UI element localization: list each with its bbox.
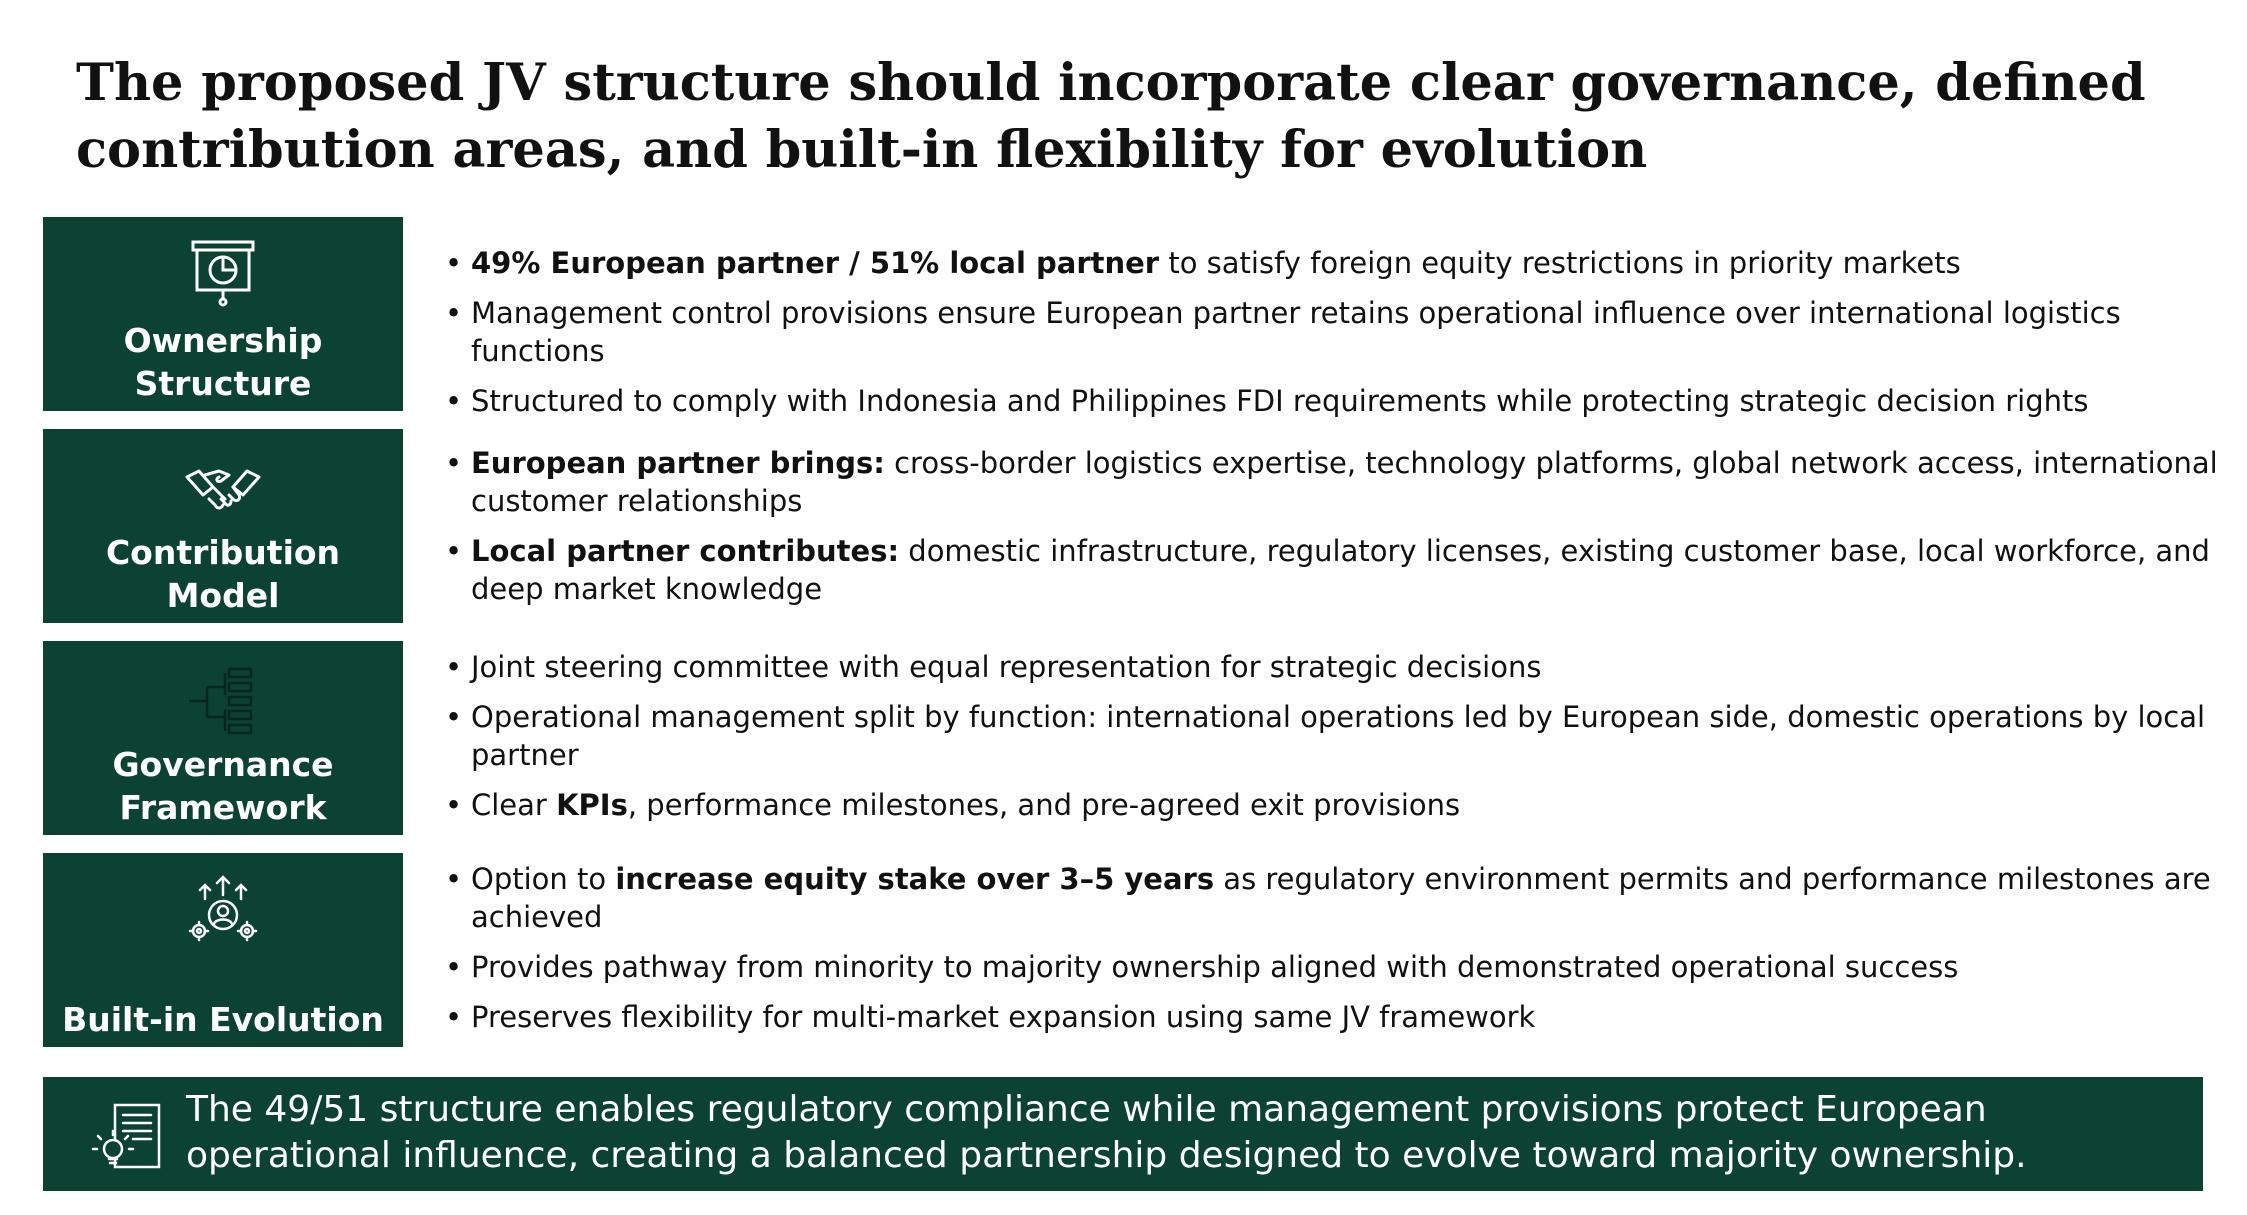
bullet-item: • Structured to comply with Indonesia and Philippines FDI requirements while protecting strategic decision rights <box>443 382 2243 420</box>
hierarchy-tree-icon <box>183 661 263 741</box>
bullet-item: • Provides pathway from minority to majority ownership aligned with demonstrated operational success <box>443 948 2243 986</box>
label-box-governance <box>43 641 403 835</box>
bullet-list <box>443 244 2243 432</box>
summary-banner <box>43 1077 2203 1191</box>
summary-text: The 49/51 structure enables regulatory compliance while management provisions protect European operational influence, creating a balanced partnership designed to evolve toward majority ownership. <box>186 1089 2027 1176</box>
growth-person-gears-icon <box>183 873 263 953</box>
handshake-icon <box>183 449 263 529</box>
row-label: Contribution Model <box>105 533 341 615</box>
label-box-contribution <box>43 429 403 623</box>
bullet-item: • Joint steering committee with equal representation for strategic decisions <box>443 648 2243 686</box>
row-label: Built-in Evolution <box>62 1000 384 1039</box>
bullet-list <box>443 648 2243 836</box>
bullet-item: • Management control provisions ensure European partner retains operational influence over international logistics functions <box>443 294 2243 370</box>
bullet-item: • European partner brings: cross-border logistics expertise, technology platforms, global network access, international customer relationships <box>443 444 2243 520</box>
bullet-list <box>443 444 2243 620</box>
page-title: The proposed JV structure should incorporate clear governance, defined contribution areas, and built-in flexibility for evolution <box>76 53 2146 180</box>
bullet-item: • Option to increase equity stake over 3–5 years as regulatory environment permits and performance milestones are achieved <box>443 860 2243 936</box>
row-label: Ownership Structure <box>123 321 323 403</box>
bullet-item: • Operational management split by function: international operations led by European side, domestic operations by local partner <box>443 698 2243 774</box>
bullet-item: • Clear KPIs, performance milestones, and pre-agreed exit provisions <box>443 786 2243 824</box>
document-lightbulb-icon <box>91 1099 171 1179</box>
label-box-ownership <box>43 217 403 411</box>
presentation-pie-chart-icon <box>183 237 263 317</box>
bullet-item: • Preserves flexibility for multi-market expansion using same JV framework <box>443 998 2243 1036</box>
bullet-item: • Local partner contributes: domestic infrastructure, regulatory licenses, existing customer base, local workforce, and deep market knowledge <box>443 532 2243 608</box>
bullet-item: • 49% European partner / 51% local partner to satisfy foreign equity restrictions in priority markets <box>443 244 2243 282</box>
label-box-evolution <box>43 853 403 1047</box>
row-label: Governance Framework <box>112 745 334 827</box>
bullet-list <box>443 860 2243 1048</box>
